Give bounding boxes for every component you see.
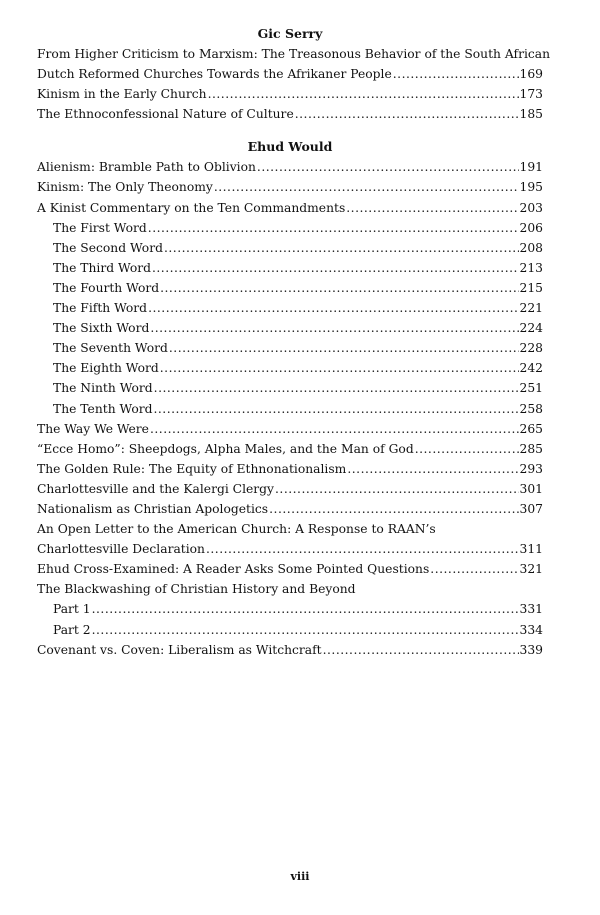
toc-entry[interactable] (37, 579, 543, 599)
toc-entry-page: 169 (519, 67, 543, 82)
dot-leader (295, 104, 519, 124)
toc-entry-page: 331 (519, 602, 543, 617)
table-of-contents (37, 24, 551, 660)
dot-leader (148, 298, 518, 318)
toc-entry[interactable] (37, 338, 543, 358)
dot-leader (154, 378, 519, 398)
toc-entry-title: Covenant vs. Coven: Liberalism as Witchcraft (37, 642, 322, 657)
toc-entry-title: Ehud Cross-Examined: A Reader Asks Some Pointed Questions (37, 562, 430, 577)
dot-leader (275, 479, 519, 499)
section-title: Ehud Would (247, 139, 333, 155)
dot-leader (153, 399, 518, 419)
toc-entry-title: A Kinist Commentary on the Ten Commandments (37, 200, 346, 215)
dot-leader (257, 157, 519, 177)
toc-entry-title: Charlottesville and the Kalergi Clergy (37, 481, 274, 496)
toc-entry[interactable] (37, 177, 543, 197)
toc-entry-title: The Golden Rule: The Equity of Ethnonationalism (37, 461, 347, 476)
dot-leader (148, 218, 519, 238)
toc-entry-title: Kinism in the Early Church (37, 87, 207, 102)
toc-entry[interactable] (37, 157, 543, 177)
toc-entry-title: The Ethnoconfessional Nature of Culture (37, 107, 294, 122)
section-title: Gic Serry (257, 26, 323, 41)
toc-entry-page: 228 (519, 341, 543, 356)
toc-entry[interactable] (37, 258, 543, 278)
dot-leader (430, 559, 518, 579)
toc-entry-title: Part 2 (53, 622, 91, 637)
toc-entry-page: 251 (519, 381, 543, 396)
toc-entry[interactable] (37, 238, 543, 258)
dot-leader (323, 640, 519, 660)
dot-leader (152, 258, 519, 278)
dot-leader (347, 459, 518, 479)
toc-entry[interactable] (37, 559, 543, 579)
toc-entry-title: The Ninth Word (53, 381, 153, 396)
toc-entry[interactable] (37, 298, 543, 318)
toc-entry-page: 206 (519, 220, 543, 235)
dot-leader (92, 599, 519, 619)
dot-leader (346, 198, 518, 218)
toc-entry-page: 307 (519, 501, 543, 516)
toc-entry-title: Charlottesville Declaration (37, 542, 205, 557)
toc-entry-page: 293 (519, 461, 543, 476)
toc-entry[interactable] (37, 539, 543, 559)
dot-leader (150, 318, 518, 338)
toc-entry-title: The Eighth Word (53, 361, 159, 376)
toc-entry[interactable] (37, 459, 543, 479)
dot-leader (208, 84, 519, 104)
toc-entry[interactable] (37, 519, 543, 539)
toc-entry-title: From Higher Criticism to Marxism: The Treasonous Behavior of the South African (37, 47, 551, 61)
toc-entry-page: 191 (519, 160, 543, 175)
toc-entry-title: “Ecce Homo”: Sheepdogs, Alpha Males, and the Man of God (37, 441, 414, 456)
dot-leader (415, 439, 519, 459)
toc-entry-title: The Second Word (53, 240, 163, 255)
toc-entry[interactable] (37, 104, 543, 124)
toc-entry[interactable] (37, 44, 551, 64)
toc-entry-title: An Open Letter to the American Church: A Response to RAAN’s (37, 522, 436, 537)
toc-entry-title: The Fourth Word (53, 280, 160, 295)
toc-entry[interactable] (37, 479, 543, 499)
toc-entry-title: The Seventh Word (53, 341, 168, 356)
toc-entry-page: 258 (519, 401, 543, 416)
toc-entry-page: 185 (519, 107, 543, 122)
toc-entry-title: Kinism: The Only Theonomy (37, 180, 213, 195)
toc-entry[interactable] (37, 84, 543, 104)
toc-entry-page: 203 (519, 200, 543, 215)
toc-entry-page: 242 (519, 361, 543, 376)
toc-entry-page: 195 (519, 180, 543, 195)
toc-entry[interactable] (37, 278, 543, 298)
toc-entry[interactable] (37, 599, 543, 619)
toc-entry-page: 213 (519, 260, 543, 275)
toc-entry-page: 173 (519, 87, 543, 102)
toc-entry-page: 265 (519, 421, 543, 436)
toc-entry-page: 311 (519, 542, 543, 557)
toc-entry-page: 215 (519, 280, 543, 295)
toc-entry-page: 321 (519, 562, 543, 577)
toc-entry[interactable] (37, 399, 543, 419)
toc-entry-page: 208 (519, 240, 543, 255)
toc-entry-title: The Way We Were (37, 421, 149, 436)
toc-entry-title: Alienism: Bramble Path to Oblivion (37, 160, 256, 175)
toc-entry[interactable] (37, 198, 543, 218)
toc-entry-page: 334 (519, 622, 543, 637)
toc-entry[interactable] (37, 64, 543, 84)
toc-entry-title: The Sixth Word (53, 321, 150, 336)
toc-entry-title: Dutch Reformed Churches Towards the Afrikaner People (37, 67, 392, 82)
toc-entry-page: 339 (519, 642, 543, 657)
dot-leader (160, 278, 518, 298)
toc-entry[interactable] (37, 419, 543, 439)
toc-entry-title: The Fifth Word (53, 301, 148, 316)
toc-entry-title: The Blackwashing of Christian History and Beyond (37, 582, 356, 597)
toc-entry-page: 301 (519, 481, 543, 496)
toc-page (37, 24, 551, 660)
toc-entry[interactable] (37, 218, 543, 238)
dot-leader (160, 358, 519, 378)
toc-entry-page: 221 (519, 301, 543, 316)
dot-leader (214, 177, 519, 197)
toc-entry[interactable] (37, 640, 543, 660)
dot-leader (269, 499, 518, 519)
dot-leader (92, 620, 519, 640)
toc-entry-title: The Third Word (53, 260, 151, 275)
page-number: viii (290, 870, 310, 883)
dot-leader (169, 338, 519, 358)
toc-entry-title: The First Word (53, 220, 147, 235)
toc-entry-page: 224 (519, 321, 543, 336)
toc-entry[interactable] (37, 358, 543, 378)
toc-entry-title: The Tenth Word (53, 401, 153, 416)
toc-entry[interactable] (37, 499, 543, 519)
dot-leader (393, 64, 519, 84)
dot-leader (206, 539, 519, 559)
toc-entry[interactable] (37, 378, 543, 398)
toc-entry-title: Nationalism as Christian Apologetics (37, 501, 269, 516)
toc-entry[interactable] (37, 620, 543, 640)
dot-leader (150, 419, 519, 439)
toc-entry[interactable] (37, 318, 543, 338)
toc-entry[interactable] (37, 439, 543, 459)
section-gap (37, 124, 543, 137)
toc-entry-page: 285 (519, 441, 543, 456)
toc-entry-title: Part 1 (53, 602, 91, 617)
dot-leader (164, 238, 519, 258)
